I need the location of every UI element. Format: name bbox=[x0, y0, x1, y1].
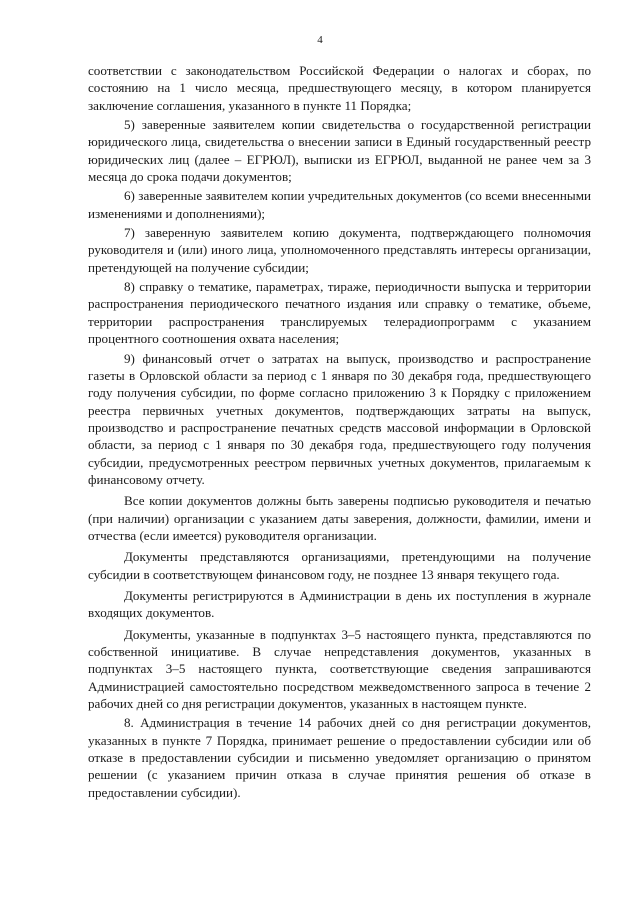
paragraph-item-6: 6) заверенные заявителем копии учредительных документов (со всеми внесенными изменениями и дополнениями); bbox=[88, 188, 591, 221]
paragraph-item-7: 7) заверенную заявителем копию документа, подтверждающего полномочия руководителя и (или) иного лица, уполномоченного представлять интересы организации, претендующей на получение субсидии; bbox=[88, 225, 591, 275]
paragraph-item-5: 5) заверенные заявителем копии свидетельства о государственной регистрации юридического лица, свидетельства о внесении записи в Единый государственный реестр юридических лиц (далее – ЕГРЮЛ), выписки из ЕГРЮЛ, выданной не ранее чем за 3 месяца до срока подачи документов; bbox=[88, 117, 591, 185]
paragraph-item-8-decision: 8. Администрация в течение 14 рабочих дней со дня регистрации документов, указанных в пункте 7 Порядка, принимает решение о предоставлении субсидии или об отказе в предоставлении субсидии и письменно уведомляет организацию о принятом решении (с указанием причин отказа в случае принятия решения об отказе в предоставлении субсидии). bbox=[88, 715, 591, 800]
paragraph-deadline: Документы представляются организациями, претендующими на получение субсидии в соответствующем финансовом году, не позднее 13 января текущего года. bbox=[88, 549, 591, 582]
paragraph-item-9: 9) финансовый отчет о затратах на выпуск, производство и распространение газеты в Орловской области за период с 1 января по 30 декабря года, предшествующего году получения субсидии, по форме согласно приложению 3 к Порядку с приложением реестра первичных учетных документов, подтверждающих затраты на выпуск, производство и распространение печатных средств массовой информации в Орловской области, за период с 1 января по 30 декабря года, предшествующего году получения субсидии, предусмотренных реестром первичных учетных документов, прилагаемым к финансовому отчету. bbox=[88, 350, 591, 487]
paragraph-certification: Все копии документов должны быть заверены подписью руководителя и печатью (при наличии) организации с указанием даты заверения, должности, фамилии, имени и отчества (если имеется) руководителя организации. bbox=[88, 493, 591, 543]
paragraph-own-initiative: Документы, указанные в подпунктах 3–5 настоящего пункта, представляются по собственной инициативе. В случае непредставления документов, указанных в подпунктах 3–5 настоящего пункта, соответствующие сведения запрашиваются Администрацией самостоятельно посредством межведомственного запроса в течение 2 рабочих дней со дня регистрации документов, указанных в настоящем пункте. bbox=[88, 626, 591, 712]
page-number: 4 bbox=[317, 34, 323, 46]
document-body bbox=[88, 62, 591, 803]
paragraph-item-8: 8) справку о тематике, параметрах, тираже, периодичности выпуска и территории распространения периодического печатного издания или справку о тематике, объеме, территории распространения транслируемых телерадиопрограмм с указанием процентного соотношения охвата населения; bbox=[88, 279, 591, 347]
paragraph-registration: Документы регистрируются в Администрации в день их поступления в журнале входящих документов. bbox=[88, 587, 591, 621]
paragraph-continuation: соответствии с законодательством Российской Федерации о налогах и сборах, по состоянию на 1 число месяца, предшествующего месяцу, в котором планируется заключение соглашения, указанного в пункте 11 Порядка; bbox=[88, 63, 591, 113]
